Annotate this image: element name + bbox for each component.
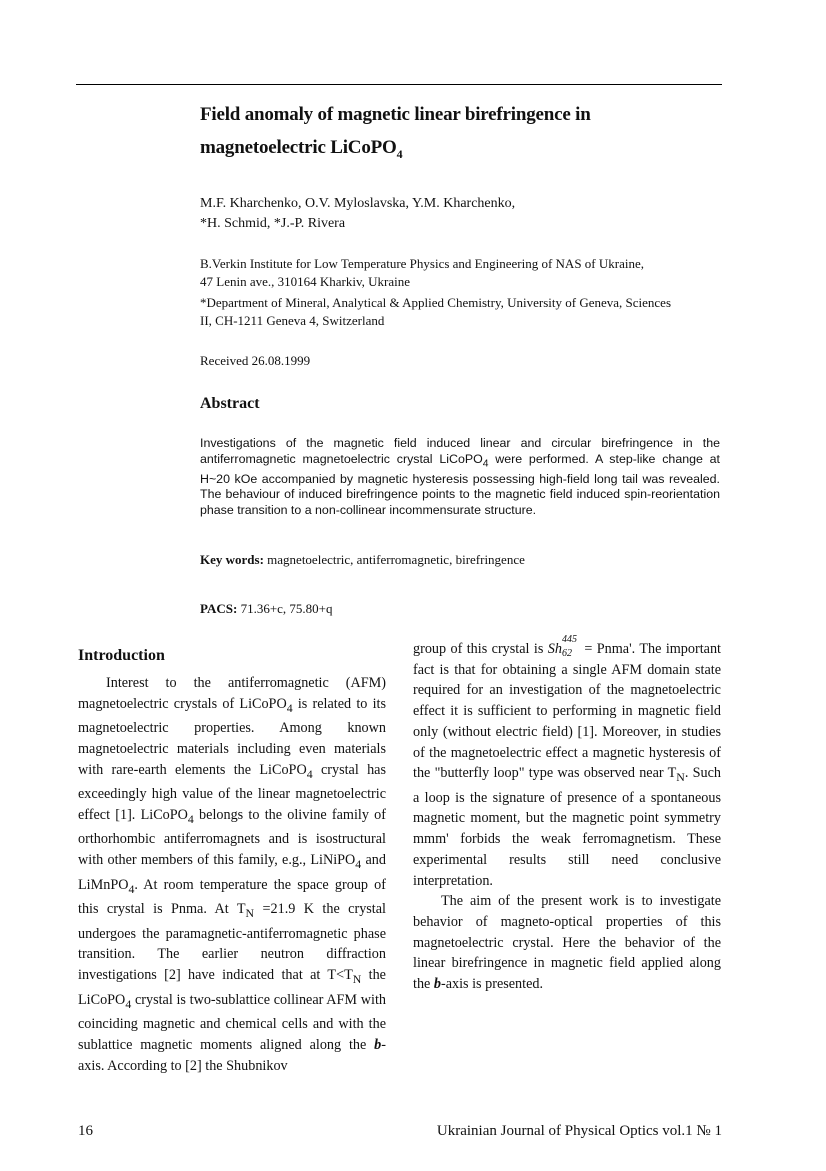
intro-text: = Pnma'. The important fact is that for obtaining a single AFM domain state required for an investigation of the magnetoelectric effect it is sufficient to performing in magnetic field only (without electric field) [1]. Moreover, in studies of the magnetoelectric effect a magnetic hysteresis of the "butterfly loop" type was observed near T <box>413 641 721 782</box>
affiliation-1-line-2: 47 Lenin ave., 310164 Kharkiv, Ukraine <box>200 274 410 289</box>
intro-text: is related to its magnetoelectric properties. Among known magnetoelectric materials including even materials with rare-earth elements the LiCoPO <box>78 695 386 778</box>
sh-symbol: Sh <box>547 641 562 657</box>
affiliation-1-line-1: B.Verkin Institute for Low Temperature Physics and Engineering of NAS of Ukraine, <box>200 256 644 271</box>
title-subscript: 4 <box>396 146 403 161</box>
title-line-2 <box>200 131 720 171</box>
authors-line-1: M.F. Kharchenko, O.V. Myloslavska, Y.M. Kharchenko, <box>200 196 516 211</box>
b-axis-symbol: b <box>433 976 441 993</box>
affiliation-2 <box>200 294 720 330</box>
sh-subscript: 62 <box>561 648 572 659</box>
subscript-4: 4 <box>286 700 293 715</box>
intro-text: and LiMnPO <box>78 852 386 893</box>
author-list <box>200 194 720 234</box>
intro-text: . At room temperature the space group of this crystal is Pnma. At T <box>78 876 386 918</box>
pacs-text: 71.36+c, 75.80+q <box>237 601 333 616</box>
abstract-text-2: were performed. A step-like change at H~20 kOe accompanied by magnetic hysteresis possessing high-field long tail was revealed. The behaviour of induced birefringence points to the magnetic field induced spin-reorientation phase transition to a non-collinear incommensurate structure. <box>200 451 720 517</box>
intro-paragraph-2 <box>413 891 721 995</box>
keywords-label: Key words: <box>200 552 264 567</box>
keywords <box>200 552 720 568</box>
b-axis-symbol: b <box>374 1036 382 1053</box>
title-line-2-text: magnetoelectric LiCoPO <box>200 137 397 158</box>
intro-text: Interest to the antiferromagnetic (AFM) magnetoelectric crystals of LiCoPO <box>78 675 386 712</box>
header-rule <box>76 84 722 85</box>
abstract-text-1: Investigations of the magnetic field induced linear and circular birefringence in the antiferromagnetic magnetoelectric crystal LiCoPO <box>200 436 720 466</box>
introduction-heading: Introduction <box>78 647 165 664</box>
left-column <box>78 673 386 1076</box>
subscript-4: 4 <box>187 811 194 826</box>
paper-title <box>200 98 720 171</box>
affiliation-1 <box>200 255 720 291</box>
intro-text: The aim of the present work is to investigate behavior of magneto-optical properties of this magnetoelectric crystal. Here the behavior of the linear birefringence in magnetic field applied along the <box>413 893 721 993</box>
subscript-4: 4 <box>128 881 135 896</box>
pacs-codes <box>200 601 333 617</box>
subscript-4: 4 <box>306 766 313 781</box>
intro-text: belongs to the olivine family of orthorhombic antiferromagnets and is isostructural with other members of this family, e.g., LiNiPO <box>78 806 386 869</box>
keywords-text: magnetoelectric, antiferromagnetic, birefringence <box>263 552 525 567</box>
authors-line-2: *H. Schmid, *J.-P. Rivera <box>200 216 346 231</box>
subscript-n: N <box>245 906 255 920</box>
pacs-label: PACS: <box>200 601 238 616</box>
intro-text: group of this crystal is <box>413 641 548 657</box>
journal-name: Ukrainian Journal of Physical Optics vol.1 № 1 <box>436 1123 722 1139</box>
affiliation-2-line-1: *Department of Mineral, Analytical & Applied Chemistry, University of Geneva, Sciences <box>200 295 672 310</box>
subscript-4: 4 <box>355 856 362 871</box>
title-line-1: Field anomaly of magnetic linear birefringence in <box>200 104 591 125</box>
page-number: 16 <box>78 1123 93 1139</box>
subscript-4: 4 <box>125 996 132 1011</box>
intro-text: . Such a loop is the signature of presence of a spontaneous magnetic moment, but the magnetic point symmetry mmm' forbids the weak ferromagnetism. These experimental results still need conclusive interpretation. <box>413 765 721 889</box>
intro-paragraph-1-cont <box>413 634 721 891</box>
intro-text: crystal is two-sublattice collinear AFM with coinciding magnetic and chemical cells and with the sublattice magnetic moments aligned along the <box>78 991 386 1053</box>
abstract-heading: Abstract <box>200 395 260 412</box>
subscript-n: N <box>676 770 685 785</box>
abstract-subscript: 4 <box>482 458 489 470</box>
abstract-body <box>200 436 720 518</box>
intro-text: =21.9 K the crystal undergoes the paramagnetic-antiferromagnetic phase transition. The earlier neutron diffraction investigations [2] have indicated that at T<T <box>78 901 386 984</box>
intro-text: crystal has exceedingly high value of the linear magnetoelectric effect [1]. LiCoPO <box>78 761 387 823</box>
affiliation-2-line-2: II, CH-1211 Geneva 4, Switzerland <box>200 313 385 328</box>
intro-text: the LiCoPO <box>78 967 386 1008</box>
right-column <box>413 634 721 995</box>
subscript-n: N <box>352 971 362 986</box>
intro-text: -axis is presented. <box>440 976 544 993</box>
received-date: Received 26.08.1999 <box>200 353 311 368</box>
intro-text: -axis. According to [2] the Shubnikov <box>78 1036 386 1074</box>
sh-superscript: 445 <box>561 634 577 645</box>
shubnikov-symbol <box>547 634 580 659</box>
intro-paragraph-1 <box>78 673 386 1076</box>
